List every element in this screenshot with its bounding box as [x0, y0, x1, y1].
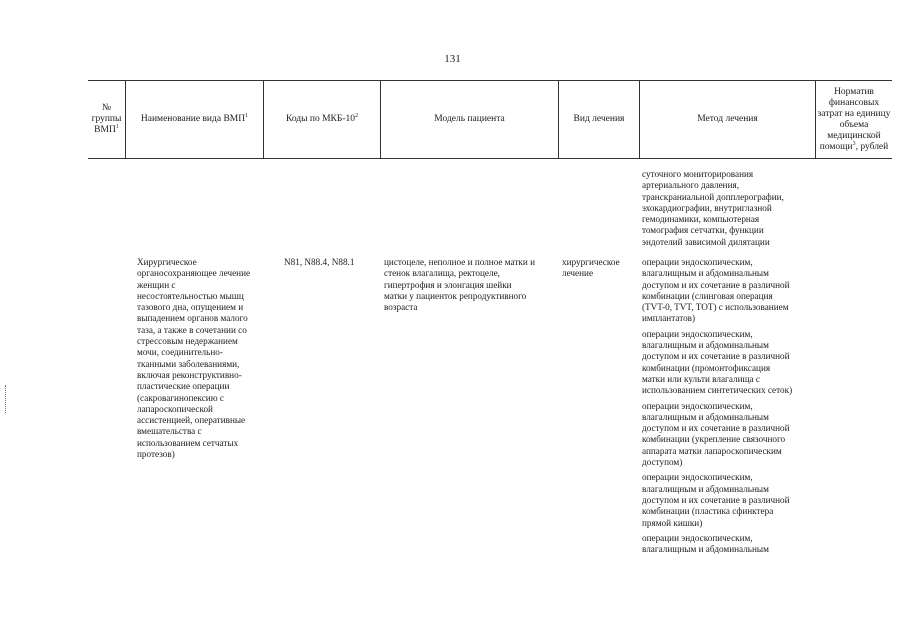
treatment-method-item: операции эндоскопическим, влагалищным и абдоминальным доступом и их сочетание в различной комбинации (пластика сфинктера прямой кишки): [642, 472, 790, 528]
treatment-type-cell: хирургическое лечение: [562, 257, 620, 279]
scan-margin-mark: [5, 385, 8, 413]
header-treatment-type: Вид лечения: [573, 114, 625, 124]
header-mkb-codes: Коды по МКБ-$10^2$: [285, 112, 359, 124]
treatment-method-item: операции эндоскопическим, влагалищным и абдоминальным доступом и их сочетание в различной комбинации (укрепление связочного аппарата матки лапароскопическим доступом): [642, 400, 790, 468]
method-continuation-text: суточного мониторирования артериального давления, транскраниальной допплерографии, эхокардиографии, внутриглазной гемодинамики, компьютерная томография сетчатки, функции эндотелий зависимой дилятации: [642, 169, 784, 247]
treatment-method-item: операции эндоскопическим, влагалищным и абдоминальным доступом и их сочетание в различной комбинации (слинговая операция (TVT-0, TVT, TOT) с использованием имплантатов): [642, 257, 790, 324]
patient-model-cell: цистоцеле, неполное и полное матки и стенок влагалища, ректоцеле, гипертрофия и элонгация шейки матки у пациенток репродуктивного возраста: [384, 257, 536, 313]
header-vmp-name: Наименование вида ВМП$^1$: [140, 112, 249, 124]
table-header: [88, 80, 892, 159]
treatment-method-item: операции эндоскопическим, влагалищным и абдоминальным: [642, 532, 769, 555]
header-group-no: № группы ВМП$^1$: [91, 103, 122, 135]
treatment-method-item: операции эндоскопическим, влагалищным и абдоминальным доступом и их сочетание в различной комбинации (промонтофиксация матки или культи влагалища с использованием синтетических сеток): [642, 328, 793, 396]
header-patient-model: Модель пациента: [434, 114, 505, 124]
vmp-name-cell: Хирургическое органосохраняющее лечение женщин с несостоятельностью мышц тазового дна, опущением и выпадением органов малого таза, а также в сочетании со стрессовым недержанием мочи, соединительно- тканными заболеваниями, включая реконструктивно- пластические операции (сакровагинопексию с лапароскопической ассистенцией, оперативные вмешательства с использованием сетчатых протезов): [137, 257, 251, 460]
header-financial-norm: Норматив финансовых затрат на единицу объема медицинской помощи$^3$, рублей: [817, 86, 891, 152]
mkb-codes-cell: N81, N88.4, N88.1: [284, 257, 355, 267]
page-number: 131: [444, 53, 461, 65]
treatment-methods-list: [642, 257, 817, 559]
header-treatment-method: Метод лечения: [697, 114, 758, 124]
